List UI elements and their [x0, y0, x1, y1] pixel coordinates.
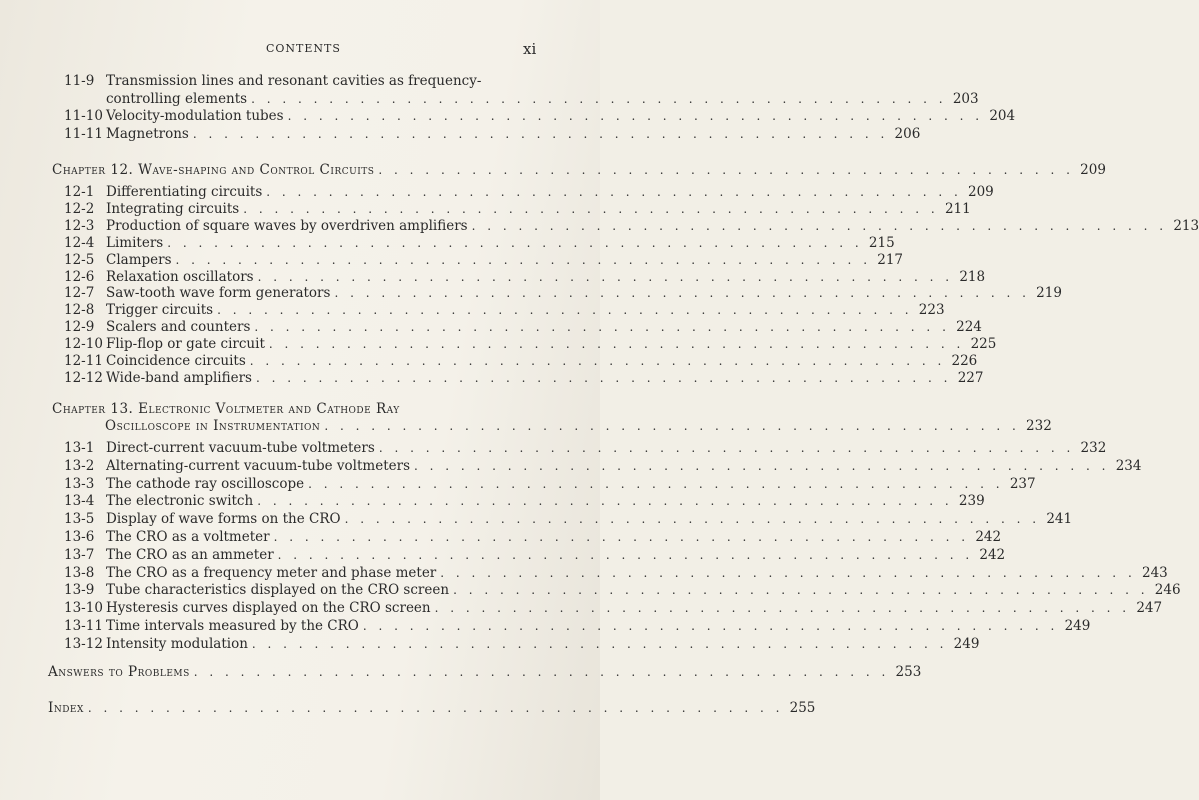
toc-entry[interactable] — [64, 302, 945, 319]
page-ref: 247 — [1136, 600, 1163, 617]
dot-leader: . . . . . . . . . . . . . . . . . . . . . . . . . . . . . . . . . . . . . . . . . . . . . — [273, 530, 970, 544]
section-title: Alternating-current vacuum-tube voltmeters — [106, 457, 410, 474]
dot-leader: . . . . . . . . . . . . . . . . . . . . . . . . . . . . . . . . . . . . . . . . . . . . . — [471, 218, 1168, 233]
section-number: 12-4 — [64, 234, 95, 251]
toc-entry[interactable] — [64, 73, 541, 89]
dot-leader: . . . . . . . . . . . . . . . . . . . . . . . . . . . . . . . . . . . . . . . . . . . . . — [334, 286, 1030, 301]
toc-entry[interactable] — [64, 285, 1062, 302]
section-title: The electronic switch — [106, 493, 254, 510]
toc-entry[interactable] — [64, 635, 980, 652]
section-title: Scalers and counters — [106, 319, 251, 336]
page-ref: 242 — [979, 546, 1006, 563]
section-number: 12-12 — [64, 369, 103, 386]
page-ref: 243 — [1141, 564, 1168, 581]
section-number: 12-2 — [64, 200, 95, 217]
chapter-13-heading-line1[interactable]: Chapter 13. Electronic Voltmeter and Cathode Ray — [52, 401, 400, 417]
section-number: 12-1 — [64, 184, 95, 200]
section-number: 12-6 — [64, 268, 95, 285]
section-number: 11-11 — [64, 126, 103, 142]
dot-leader: . . . . . . . . . . . . . . . . . . . . . . . . . . . . . . . . . . . . . . . . . . . . . — [251, 636, 948, 651]
section-title: Hysteresis curves displayed on the CRO screen — [106, 600, 431, 617]
section-number: 13-5 — [64, 511, 95, 528]
section-title: Intensity modulation — [106, 635, 248, 652]
dot-leader: . . . . . . . . . . . . . . . . . . . . . . . . . . . . . . . . . . . . . . . . . . . . . — [192, 127, 889, 141]
page-ref: 223 — [918, 302, 945, 319]
running-title: CONTENTS — [266, 42, 341, 55]
page-ref: 209 — [1080, 162, 1106, 178]
chapter-title: Index — [48, 700, 84, 716]
dot-leader: . . . . . . . . . . . . . . . . . . . . . . . . . . . . . . . . . . . . . . . . . . . . . — [453, 583, 1149, 598]
section-number: 12-8 — [64, 302, 95, 319]
dot-leader: . . . . . . . . . . . . . . . . . . . . . . . . . . . . . . . . . . . . . . . . . . . . . — [434, 601, 1131, 616]
page-ref: 219 — [1036, 285, 1062, 302]
section-number: 13-1 — [64, 440, 95, 456]
page-ref: 241 — [1046, 511, 1073, 528]
section-number: 13-4 — [64, 493, 95, 510]
page-ref: 242 — [975, 529, 1002, 545]
dot-leader: . . . . . . . . . . . . . . . . . . . . . . . . . . . . . . . . . . . . . . . . . . . . . — [175, 252, 872, 267]
toc-entry[interactable] — [64, 600, 1163, 617]
dot-leader: . . . . . . . . . . . . . . . . . . . . . . . . . . . . . . . . . . . . . . . . . . . . . — [378, 441, 1075, 455]
section-number: 12-5 — [64, 251, 95, 268]
page-ref: 215 — [868, 234, 895, 251]
chapter-title: Answers to Problems — [48, 664, 190, 680]
section-number: 12-9 — [64, 319, 95, 336]
page-ref: 232 — [1026, 418, 1052, 434]
section-title: Limiters — [106, 234, 164, 251]
dot-leader: . . . . . . . . . . . . . . . . . . . . . . . . . . . . . . . . . . . . . . . . . . . . . — [266, 185, 962, 199]
section-number: 12-10 — [64, 336, 103, 353]
section-title: Clampers — [106, 251, 172, 268]
toc-entry[interactable] — [64, 369, 984, 386]
section-number: 11-9 — [64, 73, 95, 89]
toc-entry[interactable] — [64, 511, 1073, 528]
page-ref: 211 — [944, 200, 971, 217]
section-title: Flip-flop or gate circuit — [106, 336, 265, 353]
dot-leader: . . . . . . . . . . . . . . . . . . . . . . . . . . . . . . . . . . . . . . . . . . . . . — [167, 235, 863, 250]
section-number: 12-7 — [64, 285, 95, 302]
chapter-13-heading-line2[interactable] — [105, 418, 1052, 434]
dot-leader: . . . . . . . . . . . . . . . . . . . . . . . . . . . . . . . . . . . . . . . . . . . . . — [378, 163, 1074, 177]
section-title: The CRO as an ammeter — [106, 546, 274, 563]
section-title-line2: controlling elements — [106, 91, 248, 107]
section-title: The CRO as a voltmeter — [106, 529, 270, 545]
page-ref: 234 — [1115, 457, 1142, 474]
section-number: 13-9 — [64, 582, 95, 599]
toc-entry[interactable] — [64, 217, 1199, 234]
dot-leader: . . . . . . . . . . . . . . . . . . . . . . . . . . . . . . . . . . . . . . . . . . . . . — [217, 303, 913, 318]
toc-entry[interactable] — [64, 251, 904, 268]
section-number: 13-7 — [64, 546, 95, 563]
page-ref: 209 — [968, 184, 994, 200]
page-ref: 204 — [989, 108, 1016, 124]
section-number: 11-10 — [64, 108, 103, 124]
dot-leader: . . . . . . . . . . . . . . . . . . . . . . . . . . . . . . . . . . . . . . . . . . . . . — [257, 269, 954, 284]
toc-entry[interactable] — [64, 126, 921, 142]
section-number: 12-3 — [64, 217, 95, 234]
page-number: xi — [523, 40, 537, 58]
chapter-title: Oscilloscope in Instrumentation — [105, 418, 321, 434]
dot-leader: . . . . . . . . . . . . . . . . . . . . . . . . . . . . . . . . . . . . . . . . . . . . . — [414, 458, 1110, 473]
page-ref: 224 — [956, 319, 982, 336]
dot-leader: . . . . . . . . . . . . . . . . . . . . . . . . . . . . . . . . . . . . . . . . . . . . . — [287, 109, 984, 123]
section-title: Differentiating circuits — [106, 184, 263, 200]
toc-entry[interactable] — [64, 184, 994, 200]
toc-entry[interactable] — [64, 546, 1006, 563]
section-title: Time intervals measured by the CRO — [106, 618, 359, 634]
section-title: The cathode ray oscilloscope — [106, 475, 305, 492]
section-number: 13-3 — [64, 475, 95, 492]
page-ref: 249 — [1064, 618, 1091, 634]
section-title: Velocity-modulation tubes — [106, 108, 284, 124]
chapter-title: Chapter 12. Wave-shaping and Control Circuits — [52, 162, 375, 178]
dot-leader: . . . . . . . . . . . . . . . . . . . . . . . . . . . . . . . . . . . . . . . . . . . . . — [440, 565, 1136, 580]
toc-entry[interactable] — [64, 268, 986, 285]
page-ref: 226 — [951, 353, 978, 369]
dot-leader: . . . . . . . . . . . . . . . . . . . . . . . . . . . . . . . . . . . . . . . . . . . . . — [255, 370, 952, 385]
toc-entry[interactable] — [64, 493, 985, 510]
toc-entry[interactable] — [64, 582, 1181, 599]
page-ref: 249 — [953, 635, 980, 652]
dot-leader: . . . . . . . . . . . . . . . . . . . . . . . . . . . . . . . . . . . . . . . . . . . . . — [344, 512, 1041, 527]
toc-entry[interactable] — [64, 353, 978, 369]
toc-entry[interactable] — [64, 108, 1016, 124]
section-number: 13-8 — [64, 564, 95, 581]
section-title: Production of square waves by overdriven amplifiers — [106, 217, 468, 234]
section-title: Direct-current vacuum-tube voltmeters — [106, 440, 375, 456]
dot-leader: . . . . . . . . . . . . . . . . . . . . . . . . . . . . . . . . . . . . . . . . . . . . . — [254, 320, 950, 335]
section-number: 13-2 — [64, 457, 95, 474]
dot-leader: . . . . . . . . . . . . . . . . . . . . . . . . . . . . . . . . . . . . . . . . . . . . . — [193, 665, 890, 679]
page-ref: 206 — [894, 126, 921, 142]
section-title: Display of wave forms on the CRO — [106, 511, 341, 528]
page-ref: 218 — [959, 268, 986, 285]
dot-leader: . . . . . . . . . . . . . . . . . . . . . . . . . . . . . . . . . . . . . . . . . . . . . — [87, 701, 784, 715]
section-title: Saw-tooth wave form generators — [106, 285, 331, 302]
section-title: Magnetrons — [106, 126, 189, 142]
section-title: Integrating circuits — [106, 200, 240, 217]
page-ref: 203 — [952, 91, 979, 107]
toc-entry[interactable] — [64, 529, 1002, 545]
dot-leader: . . . . . . . . . . . . . . . . . . . . . . . . . . . . . . . . . . . . . . . . . . . . . — [268, 337, 965, 352]
section-title: Wide-band amplifiers — [106, 369, 252, 386]
page-ref: 213 — [1173, 217, 1199, 234]
section-number: 13-10 — [64, 600, 103, 617]
toc-entry[interactable] — [64, 234, 895, 251]
section-number: 13-6 — [64, 529, 95, 545]
dot-leader: . . . . . . . . . . . . . . . . . . . . . . . . . . . . . . . . . . . . . . . . . . . . . — [257, 494, 953, 509]
dot-leader: . . . . . . . . . . . . . . . . . . . . . . . . . . . . . . . . . . . . . . . . . . . . . — [308, 476, 1004, 491]
dot-leader: . . . . . . . . . . . . . . . . . . . . . . . . . . . . . . . . . . . . . . . . . . . . . — [249, 354, 946, 368]
index-heading[interactable] — [48, 700, 816, 716]
page-ref: 246 — [1154, 582, 1181, 599]
page-ref: 255 — [789, 700, 816, 716]
page-ref: 239 — [958, 493, 985, 510]
page-ref: 237 — [1009, 475, 1036, 492]
section-title: The CRO as a frequency meter and phase meter — [106, 564, 437, 581]
section-title: Trigger circuits — [106, 302, 214, 319]
section-number: 13-12 — [64, 635, 103, 652]
page-ref: 217 — [877, 251, 904, 268]
dot-leader: . . . . . . . . . . . . . . . . . . . . . . . . . . . . . . . . . . . . . . . . . . . . . — [243, 201, 939, 216]
section-title: Coincidence circuits — [106, 353, 246, 369]
section-title: Tube characteristics displayed on the CRO screen — [106, 582, 450, 599]
dot-leader: . . . . . . . . . . . . . . . . . . . . . . . . . . . . . . . . . . . . . . . . . . . . . — [362, 619, 1059, 633]
page-ref: 225 — [970, 336, 997, 353]
page-ref: 227 — [957, 369, 984, 386]
dot-leader: . . . . . . . . . . . . . . . . . . . . . . . . . . . . . . . . . . . . . . . . . . . . . — [277, 547, 974, 562]
toc-entry[interactable] — [64, 564, 1168, 581]
toc-entry[interactable] — [64, 319, 982, 336]
toc-entry[interactable] — [64, 200, 971, 217]
answers-heading[interactable] — [48, 664, 922, 680]
toc-entry[interactable] — [64, 475, 1036, 492]
toc-entry[interactable] — [64, 618, 1091, 634]
running-head — [0, 40, 600, 62]
chapter-12-heading[interactable] — [52, 162, 1106, 178]
toc-entry-continued[interactable] — [64, 91, 979, 107]
toc-entry[interactable] — [64, 336, 997, 353]
section-title: Relaxation oscillators — [106, 268, 254, 285]
section-number: 12-11 — [64, 353, 103, 369]
page-ref: 253 — [895, 664, 922, 680]
section-number: 13-11 — [64, 618, 103, 634]
dot-leader: . . . . . . . . . . . . . . . . . . . . . . . . . . . . . . . . . . . . . . . . . . . . . — [251, 92, 947, 106]
dot-leader: . . . . . . . . . . . . . . . . . . . . . . . . . . . . . . . . . . . . . . . . . . . . . — [324, 419, 1020, 433]
toc-entry[interactable] — [64, 440, 1107, 456]
page-ref: 232 — [1080, 440, 1107, 456]
section-title-line1: Transmission lines and resonant cavities as frequency- — [106, 73, 482, 89]
toc-entry[interactable] — [64, 457, 1142, 474]
